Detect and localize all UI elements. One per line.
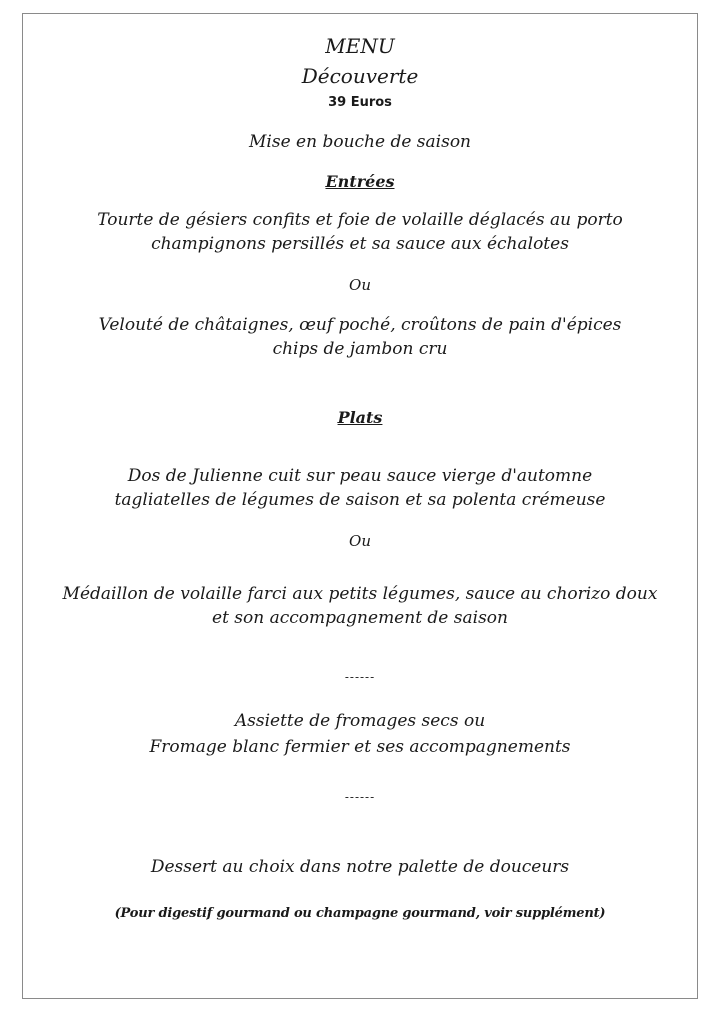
plats-or: Ou <box>349 532 371 550</box>
dessert-line: Dessert au choix dans notre palette de douceurs <box>150 857 570 877</box>
separator: ------ <box>344 790 376 804</box>
menu-price: 39 Euros <box>328 95 392 110</box>
separator: ------ <box>344 670 376 684</box>
entree-option-2-line-2: chips de jambon cru <box>272 339 448 359</box>
cheese-line-1: Assiette de fromages secs ou <box>234 711 486 731</box>
entree-option-2-line-1: Velouté de châtaignes, œuf poché, croûtons de pain d'épices <box>98 315 622 335</box>
amuse-bouche: Mise en bouche de saison <box>249 132 471 152</box>
plats-heading: Plats <box>337 408 383 427</box>
entree-option-1-line-1: Tourte de gésiers confits et foie de volaille déglacés au porto <box>97 210 623 230</box>
plat-option-2-line-1: Médaillon de volaille farci aux petits légumes, sauce au chorizo doux <box>62 584 658 604</box>
entrees-or: Ou <box>349 276 371 294</box>
entree-option-1-line-2: champignons persillés et sa sauce aux échalotes <box>151 234 569 254</box>
plat-option-1-line-1: Dos de Julienne cuit sur peau sauce vierge d'automne <box>127 466 593 486</box>
menu-subtitle: Découverte <box>301 64 419 88</box>
cheese-line-2: Fromage blanc fermier et ses accompagnements <box>149 737 571 757</box>
plat-option-1-line-2: tagliatelles de légumes de saison et sa polenta crémeuse <box>114 490 606 510</box>
entrees-heading: Entrées <box>325 172 395 191</box>
menu-title: MENU <box>325 34 395 58</box>
supplement-note: (Pour digestif gourmand ou champagne gourmand, voir supplément) <box>114 906 606 921</box>
plat-option-2-line-2: et son accompagnement de saison <box>212 608 508 628</box>
